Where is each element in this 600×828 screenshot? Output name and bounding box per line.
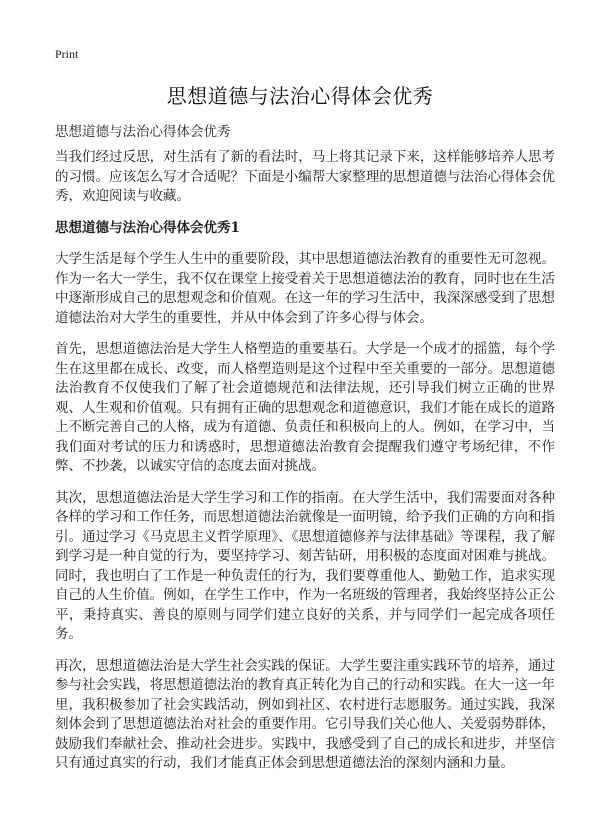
body-paragraph: 大学生活是每个学生人生中的重要阶段，其中思想道德法治教育的重要性无可忽视。作为一名大一学生，我不仅在课堂上接受着关于思想道德法治的教育，同时也在生活中逐渐形成自己的思想观念和价值观。在这一年的学习生活中，我深深感受到了思想道德法治对大学生的重要性，并从中体会到了许多心得与体会。 — [55, 251, 555, 326]
print-label: Print — [55, 47, 79, 61]
body-paragraph: 其次，思想道德法治是大学生学习和工作的指南。在大学生活中，我们需要面对各种各样的学习和工作任务，而思想道德法治就像是一面明镜，给予我们正确的方向和指引。通过学习《马克思主义哲学原理》、《思想道德修养与法律基础》等课程，我了解到学习是一种自觉的行为，要坚持学习、刻苦钻研，用积极的态度面对困难与挑战。同时，我也明白了工作是一种负责任的行为，我们要尊重他人、勤勉工作，追求实现自己的人生价值。例如，在学生工作中，作为一名班级的管理者，我始终坚持公正公平，秉持真实、善良的原则与同学们建立良好的关系，并与同学们一起完成各项任务。 — [55, 489, 555, 642]
page-title: 思想道德与法治心得体会优秀 — [166, 84, 434, 108]
section-heading: 思想道德与法治心得体会优秀1 — [55, 219, 240, 236]
page-subtitle: 思想道德与法治心得体会优秀 — [55, 124, 231, 140]
article-body — [55, 148, 555, 786]
body-paragraph: 首先，思想道德法治是大学生人格塑造的重要基石。大学是一个成才的摇篮，每个学生在这里都在成长、改变，而人格塑造则是这个过程中至关重要的一部分。思想道德法治教育不仅使我们了解了社会道德规范和法律法规，还引导我们树立正确的世界观、人生观和价值观。只有拥有正确的思想观念和道德意识，我们才能在成长的道路上不断完善自己的人格，成为有道德、负责任和积极向上的人。例如，在学习中，当我们面对考试的压力和诱惑时，思想道德法治教育会提醒我们遵守考场纪律，不作弊、不抄袭，以诚实守信的态度去面对挑战。 — [55, 341, 555, 474]
intro-paragraph: 当我们经过反思，对生活有了新的看法时，马上将其记录下来，这样能够培养人思考的习惯。应该怎么写才合适呢？下面是小编帮大家整理的思想道德与法治心得体会优秀，欢迎阅读与收藏。 — [55, 149, 555, 204]
body-paragraph: 再次，思想道德法治是大学生社会实践的保证。大学生要注重实践环节的培养，通过参与社会实践，将思想道德法治的教育真正转化为自己的行动和实践。在大一这一年里，我积极参加了社会实践活动，例如到社区、农村进行志愿服务。通过实践，我深刻体会到了思想道德法治对社会的重要作用。它引导我们关心他人、关爱弱势群体，鼓励我们奉献社会、推动社会进步。实践中，我感受到了自己的成长和进步，并坚信只有通过真实的行动，我们才能真正体会到思想道德法治的深刻内涵和力量。 — [55, 657, 555, 771]
